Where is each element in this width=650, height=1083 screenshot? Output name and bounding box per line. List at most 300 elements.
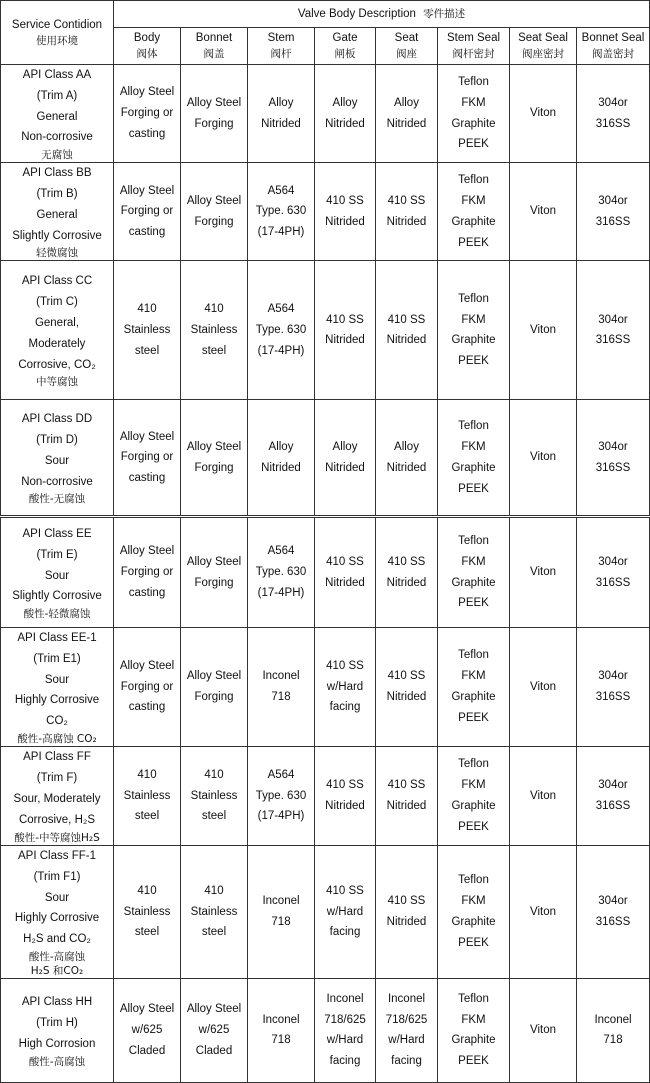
bonnet-seal-cell — [577, 261, 650, 400]
service-condition-line: Corrosive, H₂S — [18, 813, 96, 826]
gate-value: w/Hard — [326, 905, 364, 918]
service-condition-cell — [1, 261, 114, 400]
gate-value: 410 SS — [326, 779, 364, 792]
seat-value: 410 SS — [387, 194, 426, 207]
seat-value: 410 SS — [387, 670, 426, 683]
gate-value: Nitrided — [325, 117, 365, 130]
gate-cell — [315, 746, 376, 845]
bonnet-seal-value: 304or — [598, 96, 628, 109]
stem-seal-value: FKM — [461, 1013, 486, 1026]
gate-value: Nitrided — [325, 334, 365, 347]
seat-cell — [376, 978, 438, 1082]
seat-cell — [376, 65, 438, 163]
column-header — [438, 28, 510, 65]
bonnet-value: Forging — [194, 215, 234, 228]
column-header-zh: 阀杆 — [270, 48, 292, 60]
stem-seal-value: Graphite — [451, 215, 496, 228]
stem-seal-value: Teflon — [458, 76, 489, 88]
body-value: casting — [128, 226, 166, 239]
stem-value: Alloy — [268, 441, 294, 454]
service-condition-line: Sour — [44, 454, 70, 467]
stem-value: Nitrided — [261, 461, 301, 474]
bonnet-value: Alloy Steel — [186, 1003, 242, 1016]
service-condition-line: API Class DD — [21, 413, 93, 426]
bonnet-cell — [181, 261, 248, 400]
seat-value: Alloy — [394, 96, 419, 109]
bonnet-seal-value: 718 — [603, 1034, 623, 1047]
stem-seal-value: FKM — [461, 895, 486, 908]
valve-spec-table-lower — [0, 517, 650, 1083]
column-header-en: Seat Seal — [518, 32, 568, 44]
seat-cell — [376, 628, 438, 747]
service-condition-line: (Trim D) — [36, 434, 78, 447]
seat-seal-cell — [510, 845, 577, 978]
stem-seal-value: Graphite — [451, 915, 496, 928]
service-condition-line: General, — [34, 316, 80, 329]
seat-seal-value: Viton — [529, 323, 556, 336]
body-value: Alloy Steel — [119, 430, 175, 443]
service-condition-line: Slightly Corrosive — [12, 229, 102, 242]
stem-seal-value: FKM — [461, 313, 486, 326]
seat-value: Nitrided — [386, 915, 427, 928]
column-header-en: Gate — [332, 32, 358, 44]
bonnet-cell — [181, 978, 248, 1082]
gate-cell — [315, 518, 376, 628]
stem-cell — [248, 628, 315, 747]
seat-seal-cell — [510, 65, 577, 163]
seat-seal-value: Viton — [529, 205, 556, 218]
stem-cell — [248, 400, 315, 516]
seat-seal-value: Viton — [529, 1024, 556, 1037]
table-row — [1, 518, 650, 628]
bonnet-cell — [181, 65, 248, 163]
seat-seal-cell — [510, 518, 577, 628]
seat-value: 410 SS — [387, 313, 426, 326]
gate-value: Inconel — [326, 992, 364, 1005]
stem-seal-value: PEEK — [458, 355, 489, 368]
bonnet-value: Forging — [194, 461, 234, 474]
service-condition-line: H₂S and CO₂ — [23, 933, 91, 946]
bonnet-seal-value: 316SS — [595, 117, 631, 130]
bonnet-seal-value: 304or — [598, 670, 628, 683]
column-header — [114, 28, 181, 65]
bonnet-seal-value: 304or — [598, 313, 628, 326]
seat-cell — [376, 261, 438, 400]
bonnet-value: Forging — [194, 117, 234, 130]
service-condition-line: Slightly Corrosive — [12, 590, 102, 603]
seat-value: Nitrided — [386, 461, 427, 474]
bonnet-value: 410 — [204, 303, 224, 316]
service-condition-line: API Class FF-1 — [18, 849, 96, 862]
service-condition-line: API Class EE — [22, 527, 92, 540]
body-value: 410 — [137, 768, 157, 781]
gate-value: facing — [329, 701, 361, 714]
body-value: steel — [134, 926, 160, 939]
seat-cell — [376, 746, 438, 845]
bonnet-seal-value: 316SS — [595, 334, 631, 347]
body-cell — [114, 518, 181, 628]
stem-seal-value: Teflon — [458, 174, 489, 187]
table-row — [1, 628, 650, 747]
bonnet-seal-cell — [577, 65, 650, 163]
stem-seal-value: FKM — [461, 194, 486, 207]
bonnet-value: Alloy Steel — [186, 670, 242, 683]
bonnet-value: Claded — [195, 1044, 233, 1057]
column-header-zh: 阀盖 — [203, 48, 225, 60]
stem-value: A564 — [267, 184, 295, 197]
stem-value: 718 — [271, 915, 291, 928]
body-value: casting — [128, 472, 166, 485]
stem-seal-value: FKM — [461, 670, 486, 683]
gate-value: 718/625 — [324, 1013, 366, 1026]
service-condition-line: API Class EE-1 — [17, 632, 97, 644]
stem-seal-cell — [438, 65, 510, 163]
stem-seal-value: FKM — [461, 441, 486, 454]
stem-seal-cell — [438, 400, 510, 516]
header-row-top — [1, 1, 650, 28]
seat-value: w/Hard — [388, 1034, 425, 1047]
bonnet-seal-value: 304or — [598, 441, 628, 454]
seat-seal-value: Viton — [529, 107, 556, 120]
seat-value: 410 SS — [387, 555, 426, 568]
gate-value: 410 SS — [326, 555, 364, 568]
seat-value: Nitrided — [386, 799, 427, 812]
service-condition-line: API Class BB — [22, 167, 92, 180]
service-condition-line: High Corrosion — [18, 1037, 96, 1050]
stem-seal-cell — [438, 518, 510, 628]
gate-value: facing — [329, 926, 361, 939]
seat-value: Inconel — [387, 992, 426, 1005]
gate-cell — [315, 628, 376, 747]
stem-seal-value: PEEK — [458, 236, 489, 249]
bonnet-seal-value: Inconel — [594, 1013, 632, 1026]
service-condition-line: Moderately — [28, 337, 86, 350]
body-value: Alloy Steel — [119, 86, 175, 99]
bonnet-cell — [181, 163, 248, 261]
service-condition-line: API Class FF — [23, 751, 91, 764]
bonnet-value: Alloy Steel — [186, 441, 242, 454]
service-condition-line: (Trim E1) — [33, 652, 81, 665]
service-condition-line: Sour — [44, 891, 70, 904]
header-description-zh: 零件描述 — [423, 8, 466, 20]
bonnet-seal-value: 304or — [598, 555, 628, 568]
stem-value: Inconel — [262, 1013, 300, 1026]
seat-seal-value: Viton — [529, 566, 556, 579]
stem-value: (17-4PH) — [257, 586, 305, 599]
service-condition-line: (Trim A) — [36, 89, 78, 102]
service-condition-line: (Trim B) — [36, 187, 78, 200]
seat-value: 410 SS — [387, 779, 426, 792]
column-header-zh: 阀杆密封 — [452, 48, 495, 60]
stem-seal-value: Graphite — [451, 117, 496, 130]
stem-value: A564 — [267, 303, 295, 316]
gate-value: Nitrided — [325, 461, 365, 474]
bonnet-seal-cell — [577, 978, 650, 1082]
bonnet-seal-value: 304or — [598, 895, 628, 908]
body-value: casting — [128, 586, 166, 599]
service-condition-zh: 酸性-高腐蚀 — [28, 950, 86, 963]
seat-cell — [376, 400, 438, 516]
seat-seal-cell — [510, 628, 577, 747]
bonnet-value: Forging — [194, 576, 234, 589]
seat-seal-value: Viton — [529, 451, 556, 464]
stem-value: 718 — [271, 1034, 291, 1047]
bonnet-value: 410 — [204, 884, 224, 897]
gate-value: w/Hard — [326, 1034, 364, 1047]
body-cell — [114, 628, 181, 747]
service-condition-line: API Class HH — [21, 996, 93, 1009]
body-value: Forging or — [120, 107, 174, 120]
stem-value: (17-4PH) — [257, 344, 305, 357]
body-value: Forging or — [120, 205, 174, 218]
bonnet-seal-value: 316SS — [595, 915, 631, 928]
stem-seal-value: PEEK — [458, 138, 489, 151]
stem-value: (17-4PH) — [257, 226, 305, 239]
service-condition-line: Sour — [44, 569, 70, 582]
service-condition-cell — [1, 65, 114, 163]
column-header-zh: 阀座密封 — [522, 48, 564, 60]
bonnet-seal-cell — [577, 163, 650, 261]
bonnet-seal-cell — [577, 628, 650, 747]
gate-cell — [315, 978, 376, 1082]
gate-value: Alloy — [332, 96, 358, 109]
gate-value: Nitrided — [325, 215, 365, 228]
bonnet-cell — [181, 400, 248, 516]
stem-seal-value: FKM — [461, 555, 486, 568]
gate-value: 410 SS — [326, 194, 364, 207]
column-header — [577, 28, 650, 65]
bonnet-seal-cell — [577, 400, 650, 516]
body-value: Stainless — [123, 905, 171, 918]
service-condition-zh: 酸性-轻微腐蚀 — [23, 608, 91, 621]
table-row — [1, 163, 650, 261]
column-header-zh: 阀盖密封 — [592, 48, 634, 60]
body-cell — [114, 845, 181, 978]
bonnet-seal-value: 304or — [598, 779, 628, 792]
column-header — [315, 28, 376, 65]
bonnet-value: Alloy Steel — [186, 194, 242, 207]
stem-seal-cell — [438, 163, 510, 261]
stem-value: Type. 630 — [255, 205, 307, 218]
service-condition-line: General — [36, 208, 78, 221]
column-header — [376, 28, 438, 65]
service-condition-cell — [1, 746, 114, 845]
service-condition-line: Corrosive, CO₂ — [18, 358, 96, 371]
gate-value: Alloy — [332, 441, 358, 454]
stem-seal-value: PEEK — [458, 1055, 489, 1068]
body-cell — [114, 261, 181, 400]
stem-seal-value: PEEK — [458, 936, 489, 949]
body-value: casting — [128, 701, 166, 714]
bonnet-seal-value: 316SS — [595, 215, 631, 228]
service-condition-cell — [1, 518, 114, 628]
seat-value: Nitrided — [386, 117, 427, 130]
bonnet-cell — [181, 845, 248, 978]
service-condition-line: (Trim C) — [36, 296, 78, 309]
bonnet-seal-value: 316SS — [595, 799, 631, 812]
seat-value: Nitrided — [386, 215, 427, 228]
bonnet-value: Stainless — [190, 323, 238, 336]
stem-seal-value: FKM — [461, 779, 486, 792]
gate-value: w/Hard — [326, 680, 364, 693]
column-header-en: Bonnet — [195, 32, 233, 44]
service-condition-zh: 酸性-无腐蚀 — [28, 493, 86, 506]
column-header-en: Stem Seal — [446, 32, 501, 44]
stem-value: Inconel — [262, 895, 300, 908]
body-cell — [114, 978, 181, 1082]
service-condition-line: Sour, Moderately — [13, 792, 101, 805]
bonnet-value: steel — [201, 926, 227, 939]
bonnet-value: Stainless — [190, 789, 238, 802]
bonnet-seal-value: 316SS — [595, 576, 631, 589]
body-value: 410 — [137, 884, 157, 897]
stem-seal-value: Teflon — [458, 534, 489, 547]
bonnet-cell — [181, 746, 248, 845]
body-value: Alloy Steel — [119, 184, 175, 197]
header-service-condition-en: Service Contidion — [11, 18, 103, 31]
stem-cell — [248, 518, 315, 628]
body-value: Forging or — [120, 566, 174, 579]
seat-seal-cell — [510, 978, 577, 1082]
body-value: Alloy Steel — [119, 545, 175, 558]
stem-seal-cell — [438, 746, 510, 845]
bonnet-value: Alloy Steel — [186, 555, 242, 568]
service-condition-line: Sour — [44, 673, 70, 686]
stem-seal-value: FKM — [461, 96, 486, 109]
body-value: Forging or — [120, 451, 174, 464]
column-header-en: Body — [133, 32, 161, 44]
service-condition-line: (Trim E) — [36, 548, 78, 561]
stem-cell — [248, 978, 315, 1082]
seat-cell — [376, 845, 438, 978]
table-row — [1, 978, 650, 1082]
bonnet-value: steel — [201, 344, 227, 357]
body-value: Alloy Steel — [119, 659, 175, 672]
stem-cell — [248, 163, 315, 261]
bonnet-seal-value: 316SS — [595, 461, 631, 474]
service-condition-zh: 酸性-高腐蚀 — [28, 1055, 86, 1068]
service-condition-line: Non-corrosive — [21, 475, 93, 488]
body-value: 410 — [137, 303, 157, 316]
header-service-condition-zh: 使用环境 — [36, 34, 78, 47]
bonnet-value: 410 — [204, 768, 224, 781]
header-description-en: Valve Body Description — [297, 8, 416, 20]
service-condition-line: CO₂ — [46, 715, 68, 728]
bonnet-value: steel — [201, 810, 227, 823]
seat-value: facing — [391, 1055, 422, 1068]
stem-seal-value: Graphite — [451, 1034, 496, 1047]
stem-seal-cell — [438, 845, 510, 978]
stem-cell — [248, 261, 315, 400]
body-cell — [114, 163, 181, 261]
stem-seal-value: PEEK — [458, 597, 489, 610]
valve-spec-table-upper — [0, 0, 650, 516]
service-condition-zh: 轻微腐蚀 — [36, 247, 78, 260]
column-header-zh: 阀座 — [396, 48, 417, 60]
stem-value: Type. 630 — [255, 789, 307, 802]
bonnet-seal-value: 304or — [598, 194, 628, 207]
bonnet-value: w/625 — [198, 1024, 230, 1037]
column-header-zh: 阀体 — [136, 48, 158, 60]
stem-seal-value: Graphite — [451, 799, 496, 812]
body-value: Alloy Steel — [119, 1003, 175, 1016]
stem-seal-value: Teflon — [458, 649, 489, 662]
seat-value: Alloy — [394, 441, 419, 454]
stem-seal-value: Teflon — [458, 992, 489, 1005]
gate-cell — [315, 400, 376, 516]
body-value: Stainless — [123, 789, 171, 802]
table-row — [1, 261, 650, 400]
stem-value: Type. 630 — [255, 323, 307, 336]
seat-cell — [376, 163, 438, 261]
bonnet-value: Stainless — [190, 905, 238, 918]
stem-seal-cell — [438, 978, 510, 1082]
service-condition-line: (Trim F) — [36, 772, 78, 785]
service-condition-cell — [1, 978, 114, 1082]
stem-cell — [248, 845, 315, 978]
body-value: casting — [128, 127, 166, 140]
seat-seal-value: Viton — [529, 680, 556, 693]
service-condition-line: (Trim F1) — [33, 870, 81, 883]
stem-seal-value: Teflon — [458, 874, 489, 887]
body-value: steel — [134, 810, 160, 823]
stem-seal-cell — [438, 261, 510, 400]
table-row — [1, 400, 650, 516]
column-header — [181, 28, 248, 65]
stem-seal-value: Graphite — [451, 576, 496, 589]
bonnet-seal-cell — [577, 746, 650, 845]
body-value: steel — [134, 344, 160, 357]
service-condition-zh: 中等腐蚀 — [36, 376, 78, 389]
body-cell — [114, 746, 181, 845]
service-condition-zh: H₂S 和CO₂ — [30, 964, 84, 977]
service-condition-cell — [1, 163, 114, 261]
service-condition-line: Highly Corrosive — [14, 912, 100, 925]
seat-seal-cell — [510, 400, 577, 516]
service-condition-line: API Class CC — [21, 275, 93, 288]
table-row — [1, 746, 650, 845]
stem-value: Inconel — [262, 670, 300, 683]
column-header-en: Stem — [267, 32, 295, 44]
gate-cell — [315, 261, 376, 400]
seat-value: Nitrided — [386, 690, 427, 703]
column-header-zh: 闸板 — [334, 48, 356, 60]
stem-value: (17-4PH) — [257, 810, 305, 823]
gate-value: facing — [329, 1055, 361, 1068]
seat-seal-value: Viton — [529, 905, 556, 918]
seat-seal-cell — [510, 261, 577, 400]
seat-value: Nitrided — [386, 334, 427, 347]
stem-seal-value: PEEK — [458, 711, 489, 724]
seat-value: Nitrided — [386, 576, 427, 589]
body-value: Stainless — [123, 323, 171, 336]
seat-value: 410 SS — [387, 895, 426, 908]
service-condition-zh: 无腐蚀 — [41, 149, 73, 162]
seat-seal-cell — [510, 163, 577, 261]
stem-cell — [248, 65, 315, 163]
gate-cell — [315, 845, 376, 978]
service-condition-line: Non-corrosive — [21, 131, 93, 144]
stem-seal-value: PEEK — [458, 820, 489, 833]
stem-value: 718 — [271, 690, 291, 703]
service-condition-line: General — [36, 110, 78, 123]
body-cell — [114, 65, 181, 163]
service-condition-cell — [1, 845, 114, 978]
stem-value: Nitrided — [261, 117, 301, 130]
stem-seal-value: PEEK — [458, 482, 489, 495]
gate-cell — [315, 65, 376, 163]
column-header — [510, 28, 577, 65]
